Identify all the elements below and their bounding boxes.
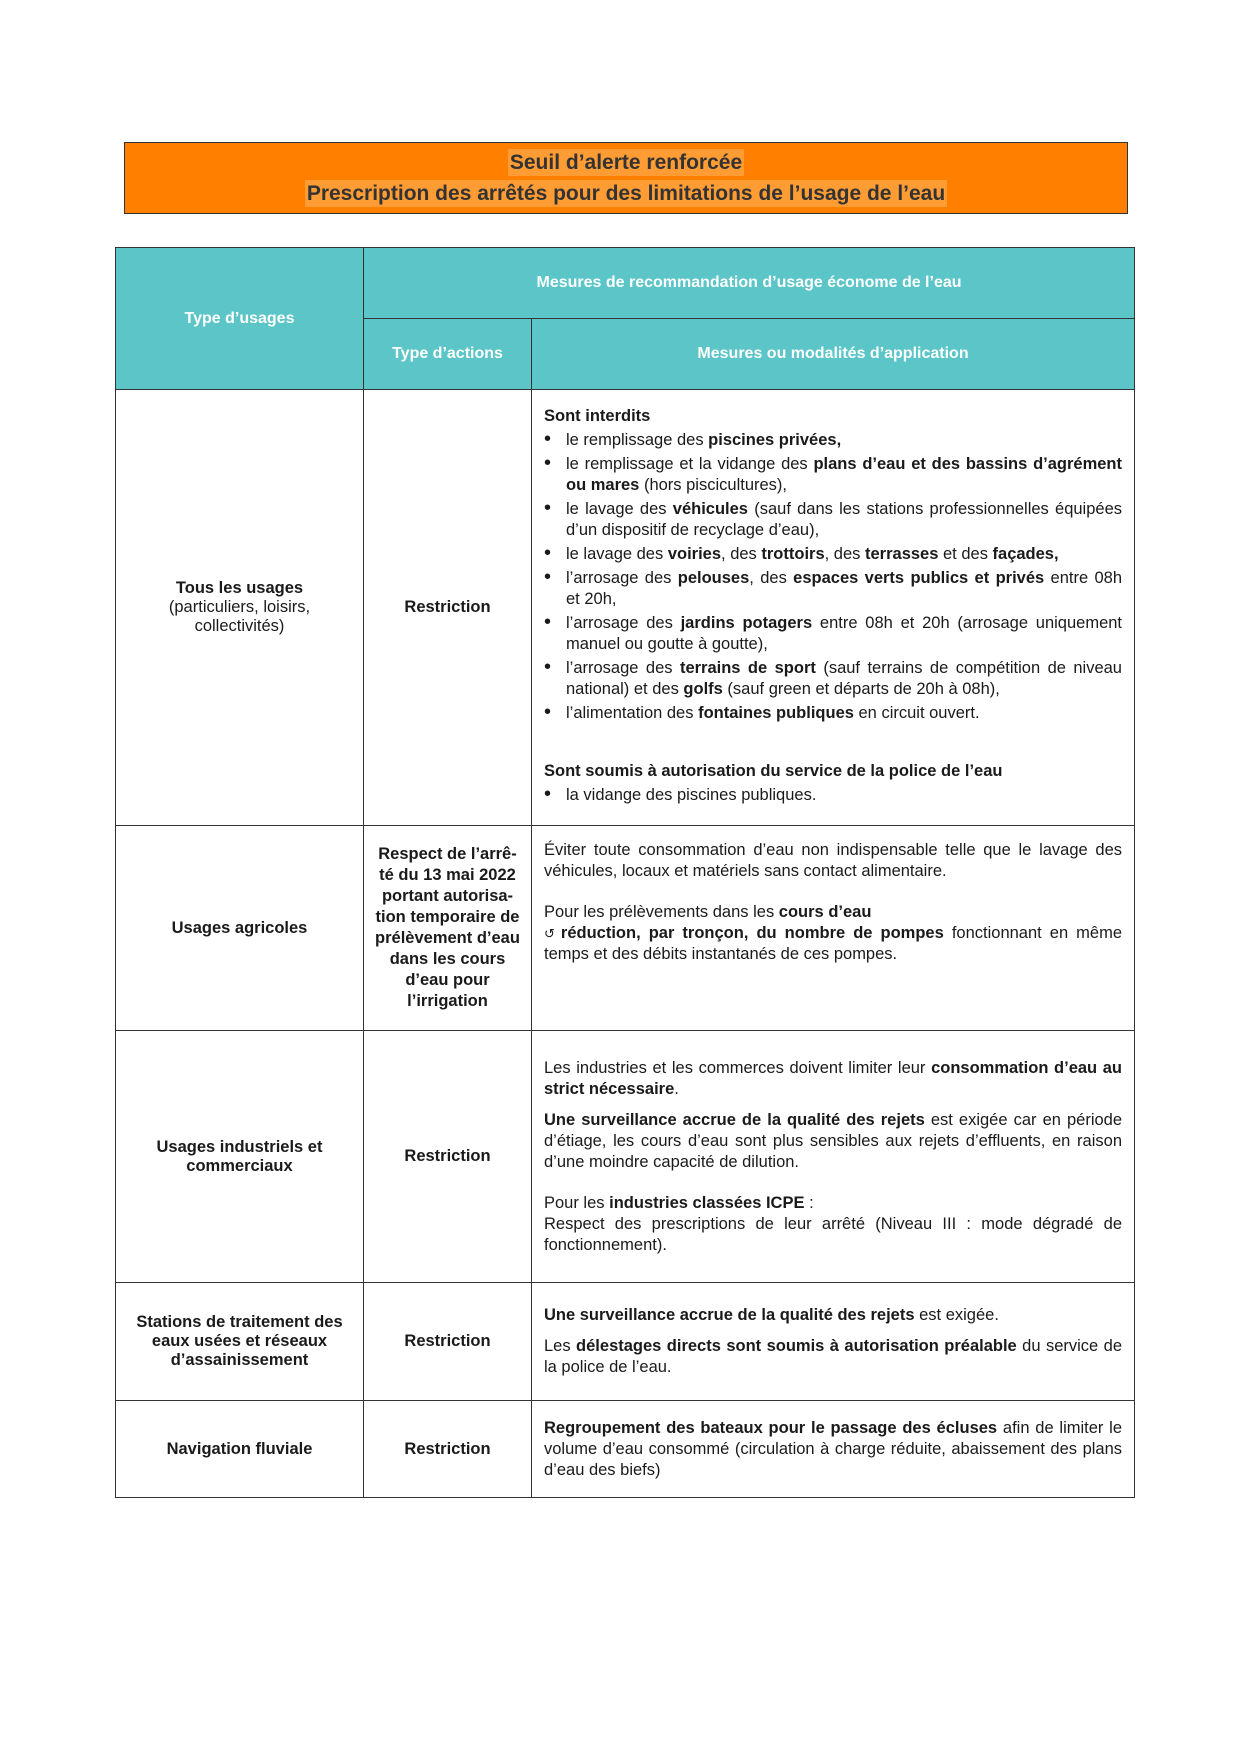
measure-paragraph: Une surveillance accrue de la qualité des rejets est exigée. (544, 1306, 999, 1324)
interdits-heading: Sont interdits (544, 407, 651, 425)
measure-paragraph: Pour les prélèvements dans les cours d’eau (544, 903, 872, 921)
list-item: • le lavage des véhicules (sauf dans les stations professionnelles équipées d’un dispositif de recyclage d’eau), (566, 499, 1122, 541)
table-row (116, 1283, 1135, 1401)
autorisation-list (544, 785, 1122, 806)
usage-title: Navigation fluviale (166, 1439, 313, 1458)
measure-cell (532, 1031, 1135, 1283)
table-row (116, 1401, 1135, 1498)
measure-paragraph: Regroupement des bateaux pour le passage des écluses afin de limiter le volume d’eau consommé (circulation à charge réduite, abaissement des plans d’eau des biefs) (544, 1418, 1123, 1479)
list-item: • l’arrosage des pelouses, des espaces verts publics et privés entre 08h et 20h, (566, 568, 1122, 610)
usage-title: Tous les usages (175, 579, 304, 597)
table-row (116, 826, 1135, 1031)
autorisation-heading: Sont soumis à autorisation du service de la police de l’eau (544, 762, 1003, 780)
usage-cell (116, 1031, 364, 1283)
usage-cell (116, 1401, 364, 1498)
measure-paragraph: Respect des prescriptions de leur arrêté (Niveau III : mode dégradé de fonctionnement). (544, 1214, 1123, 1254)
title-banner (124, 142, 1128, 214)
table-row (116, 1031, 1135, 1283)
banner-title: Seuil d’alerte renforcée (509, 151, 743, 174)
measure-paragraph: ↺ réduction, par tronçon, du nombre de pompes fonctionnant en même temps et des débits instantanés de ces pompes. (544, 924, 1123, 963)
list-item: • l’alimentation des fontaines publiques en circuit ouvert. (566, 703, 1122, 724)
usage-cell (116, 1283, 364, 1401)
measure-paragraph: Les délestages directs sont soumis à autorisation préalable du service de la police de l’eau. (544, 1337, 1123, 1376)
usage-title: Usages agricoles (171, 918, 308, 937)
action-cell: Restriction (364, 1031, 532, 1283)
measure-cell (532, 1401, 1135, 1498)
measure-paragraph: Éviter toute consommation d’eau non indispensable telle que le lavage des véhicules, locaux et matériels sans contact alimentaire. (544, 841, 1123, 880)
action-cell: Respect de l’arrê-té du 13 mai 2022 portant autorisa-tion temporaire de prélèvement d’eau dans les cours d’eau pour l’irrigation (364, 826, 532, 1031)
measure-cell (532, 826, 1135, 1031)
list-item: • l’arrosage des terrains de sport (sauf terrains de compétition de niveau national) et des golfs (sauf green et départs de 20h à 08h), (566, 658, 1122, 700)
header-mesures-modalites: Mesures ou modalités d’application (532, 319, 1135, 390)
measure-cell (532, 390, 1135, 826)
action-cell: Restriction (364, 390, 532, 826)
reduction-arrow-icon: ↺ (544, 926, 555, 941)
header-type-usages: Type d’usages (116, 248, 364, 390)
usage-detail: (particuliers, loisirs, collectivités) (168, 598, 311, 635)
action-cell: Restriction (364, 1283, 532, 1401)
usage-title: Stations de traitement des eaux usées et réseaux d’assainissement (136, 1313, 343, 1369)
measure-cell (532, 1283, 1135, 1401)
header-type-actions: Type d’actions (364, 319, 532, 390)
list-item: • le remplissage des piscines privées, (566, 430, 1122, 451)
list-item: • le remplissage et la vidange des plans d’eau et des bassins d’agrément ou mares (hors piscicultures), (566, 454, 1122, 496)
action-cell: Restriction (364, 1401, 532, 1498)
list-item: • la vidange des piscines publiques. (566, 785, 1122, 806)
banner-subtitle: Prescription des arrêtés pour des limitations de l’usage de l’eau (306, 182, 946, 205)
measure-paragraph: Les industries et les commerces doivent limiter leur consommation d’eau au strict nécessaire. (544, 1058, 1123, 1098)
usage-cell (116, 390, 364, 826)
header-mesures: Mesures de recommandation d’usage économe de l’eau (364, 248, 1135, 319)
measure-paragraph: Pour les industries classées ICPE : (544, 1193, 814, 1212)
measure-paragraph: Une surveillance accrue de la qualité des rejets est exigée car en période d’étiage, les cours d’eau sont plus sensibles aux rejets d’effluents, en raison d’une moindre capacité de dilution. (544, 1110, 1123, 1171)
list-item: • l’arrosage des jardins potagers entre 08h et 20h (arrosage uniquement manuel ou goutte à goutte), (566, 613, 1122, 655)
usage-title: Usages industriels et commerciaux (156, 1137, 323, 1175)
measures-table (115, 247, 1135, 1498)
usage-cell (116, 826, 364, 1031)
interdits-list (544, 430, 1122, 724)
list-item: • le lavage des voiries, des trottoirs, des terrasses et des façades, (566, 544, 1122, 565)
table-row (116, 390, 1135, 826)
